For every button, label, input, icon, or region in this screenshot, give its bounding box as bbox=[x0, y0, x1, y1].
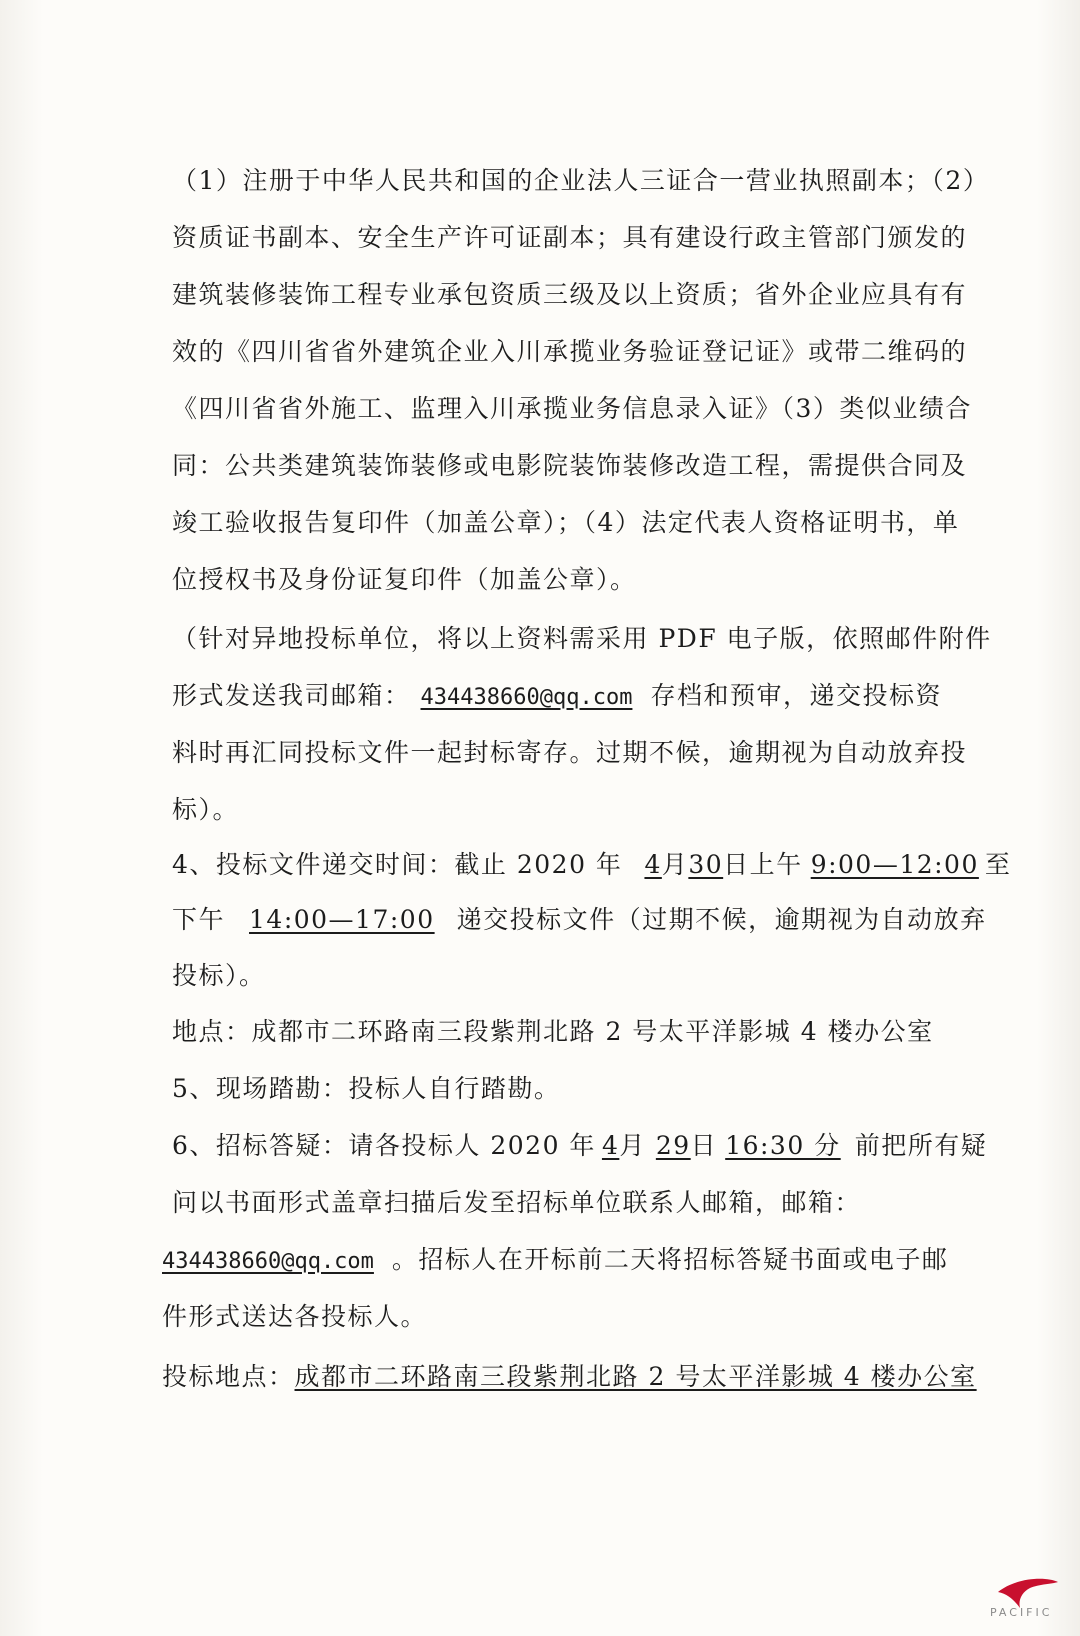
day-unit: 日上午 bbox=[723, 850, 803, 879]
qa-time-value: 16:30 分 bbox=[725, 1131, 841, 1160]
q-and-a-line-1 bbox=[172, 1129, 987, 1163]
remote-bidder-line-2 bbox=[172, 679, 942, 713]
remote-bidder-line-3: 料时再汇同投标文件一起封标寄存。过期不候，逾期视为自动放弃投 bbox=[172, 738, 968, 767]
archive-text: 存档和预审，递交投标资 bbox=[650, 681, 942, 710]
qualification-line-4: 效的《四川省省外建筑企业入川承揽业务验证登记证》或带二维码的 bbox=[172, 337, 968, 366]
submission-label: 4、投标文件递交时间：截止 2020 年 bbox=[172, 850, 623, 879]
bid-location-line bbox=[162, 1360, 977, 1394]
email-link[interactable] bbox=[411, 681, 651, 710]
q-and-a-line-4: 件形式送达各投标人。 bbox=[162, 1302, 428, 1331]
q-and-a-before: 前把所有疑 bbox=[854, 1131, 988, 1160]
qa-day-value: 29 bbox=[655, 1131, 691, 1160]
send-to-label: 形式发送我司邮箱： bbox=[172, 681, 411, 710]
qualification-line-5: 《四川省省外施工、监理入川承揽业务信息录入证》（3）类似业绩合 bbox=[172, 394, 972, 423]
bid-location-label: 投标地点： bbox=[162, 1362, 295, 1391]
qualification-line-6: 同：公共类建筑装饰装修或电影院装饰装修改造工程，需提供合同及 bbox=[172, 451, 968, 480]
remote-bidder-line-1: （针对异地投标单位，将以上资料需采用 PDF 电子版，依照邮件附件 bbox=[172, 624, 992, 653]
qualification-line-8: 位授权书及身份证复印件（加盖公章）。 bbox=[172, 565, 637, 594]
qualification-line-3: 建筑装修装饰工程专业承包资质三级及以上资质；省外企业应具有有 bbox=[172, 280, 968, 309]
month-unit: 月 bbox=[661, 850, 689, 879]
qa-email-address: 434438660@qq.com bbox=[162, 1249, 374, 1274]
qa-day-unit: 日 bbox=[690, 1131, 718, 1160]
bid-location-value: 成都市二环路南三段紫荆北路 2 号太平洋影城 4 楼办公室 bbox=[294, 1362, 977, 1391]
morning-time-value: 9:00—12:00 bbox=[810, 850, 979, 879]
q-and-a-line-2: 问以书面形式盖章扫描后发至招标单位联系人邮箱，邮箱： bbox=[172, 1188, 862, 1217]
qa-month-value: 4 bbox=[601, 1131, 620, 1160]
qualification-line-2: 资质证书副本、安全生产许可证副本；具有建设行政主管部门颁发的 bbox=[172, 223, 968, 252]
location-line: 地点：成都市二环路南三段紫荆北路 2 号太平洋影城 4 楼办公室 bbox=[172, 1017, 934, 1046]
to-word: 至 bbox=[984, 850, 1012, 879]
qa-email-link[interactable] bbox=[162, 1245, 392, 1274]
q-and-a-label: 6、招标答疑：请各投标人 2020 年 bbox=[172, 1131, 596, 1160]
qualification-line-1: （1）注册于中华人民共和国的企业法人三证合一营业执照副本；（2） bbox=[172, 166, 990, 195]
qa-note: 。招标人在开标前二天将招标答疑书面或电子邮 bbox=[391, 1245, 949, 1274]
submission-time-line-3: 投标）。 bbox=[172, 961, 266, 990]
q-and-a-time bbox=[717, 1131, 855, 1160]
submission-note: 递交投标文件（过期不候，逾期视为自动放弃 bbox=[456, 905, 987, 934]
afternoon-label: 下午 bbox=[172, 905, 226, 934]
submission-time-line-1 bbox=[172, 848, 1011, 882]
remote-bidder-line-4: 标）。 bbox=[172, 795, 240, 824]
site-visit-line: 5、现场踏勘：投标人自行踏勘。 bbox=[172, 1074, 561, 1103]
qualification-line-7: 竣工验收报告复印件（加盖公章）；（4）法定代表人资格证明书，单 bbox=[172, 508, 960, 537]
email-address: 434438660@qq.com bbox=[420, 685, 633, 710]
afternoon-time-value: 14:00—17:00 bbox=[249, 905, 435, 934]
submission-day: 30 bbox=[688, 850, 724, 879]
q-and-a-line-3 bbox=[162, 1243, 948, 1277]
morning-time bbox=[803, 850, 985, 879]
q-and-a-day bbox=[646, 1131, 691, 1160]
pacific-logo-text: PACIFIC bbox=[990, 1606, 1053, 1619]
month-value: 4 bbox=[644, 850, 662, 879]
submission-time-line-2 bbox=[172, 903, 987, 937]
afternoon-time bbox=[225, 905, 457, 934]
qa-month-unit: 月 bbox=[619, 1131, 646, 1160]
q-and-a-month bbox=[596, 1131, 619, 1160]
submission-month bbox=[622, 850, 661, 879]
